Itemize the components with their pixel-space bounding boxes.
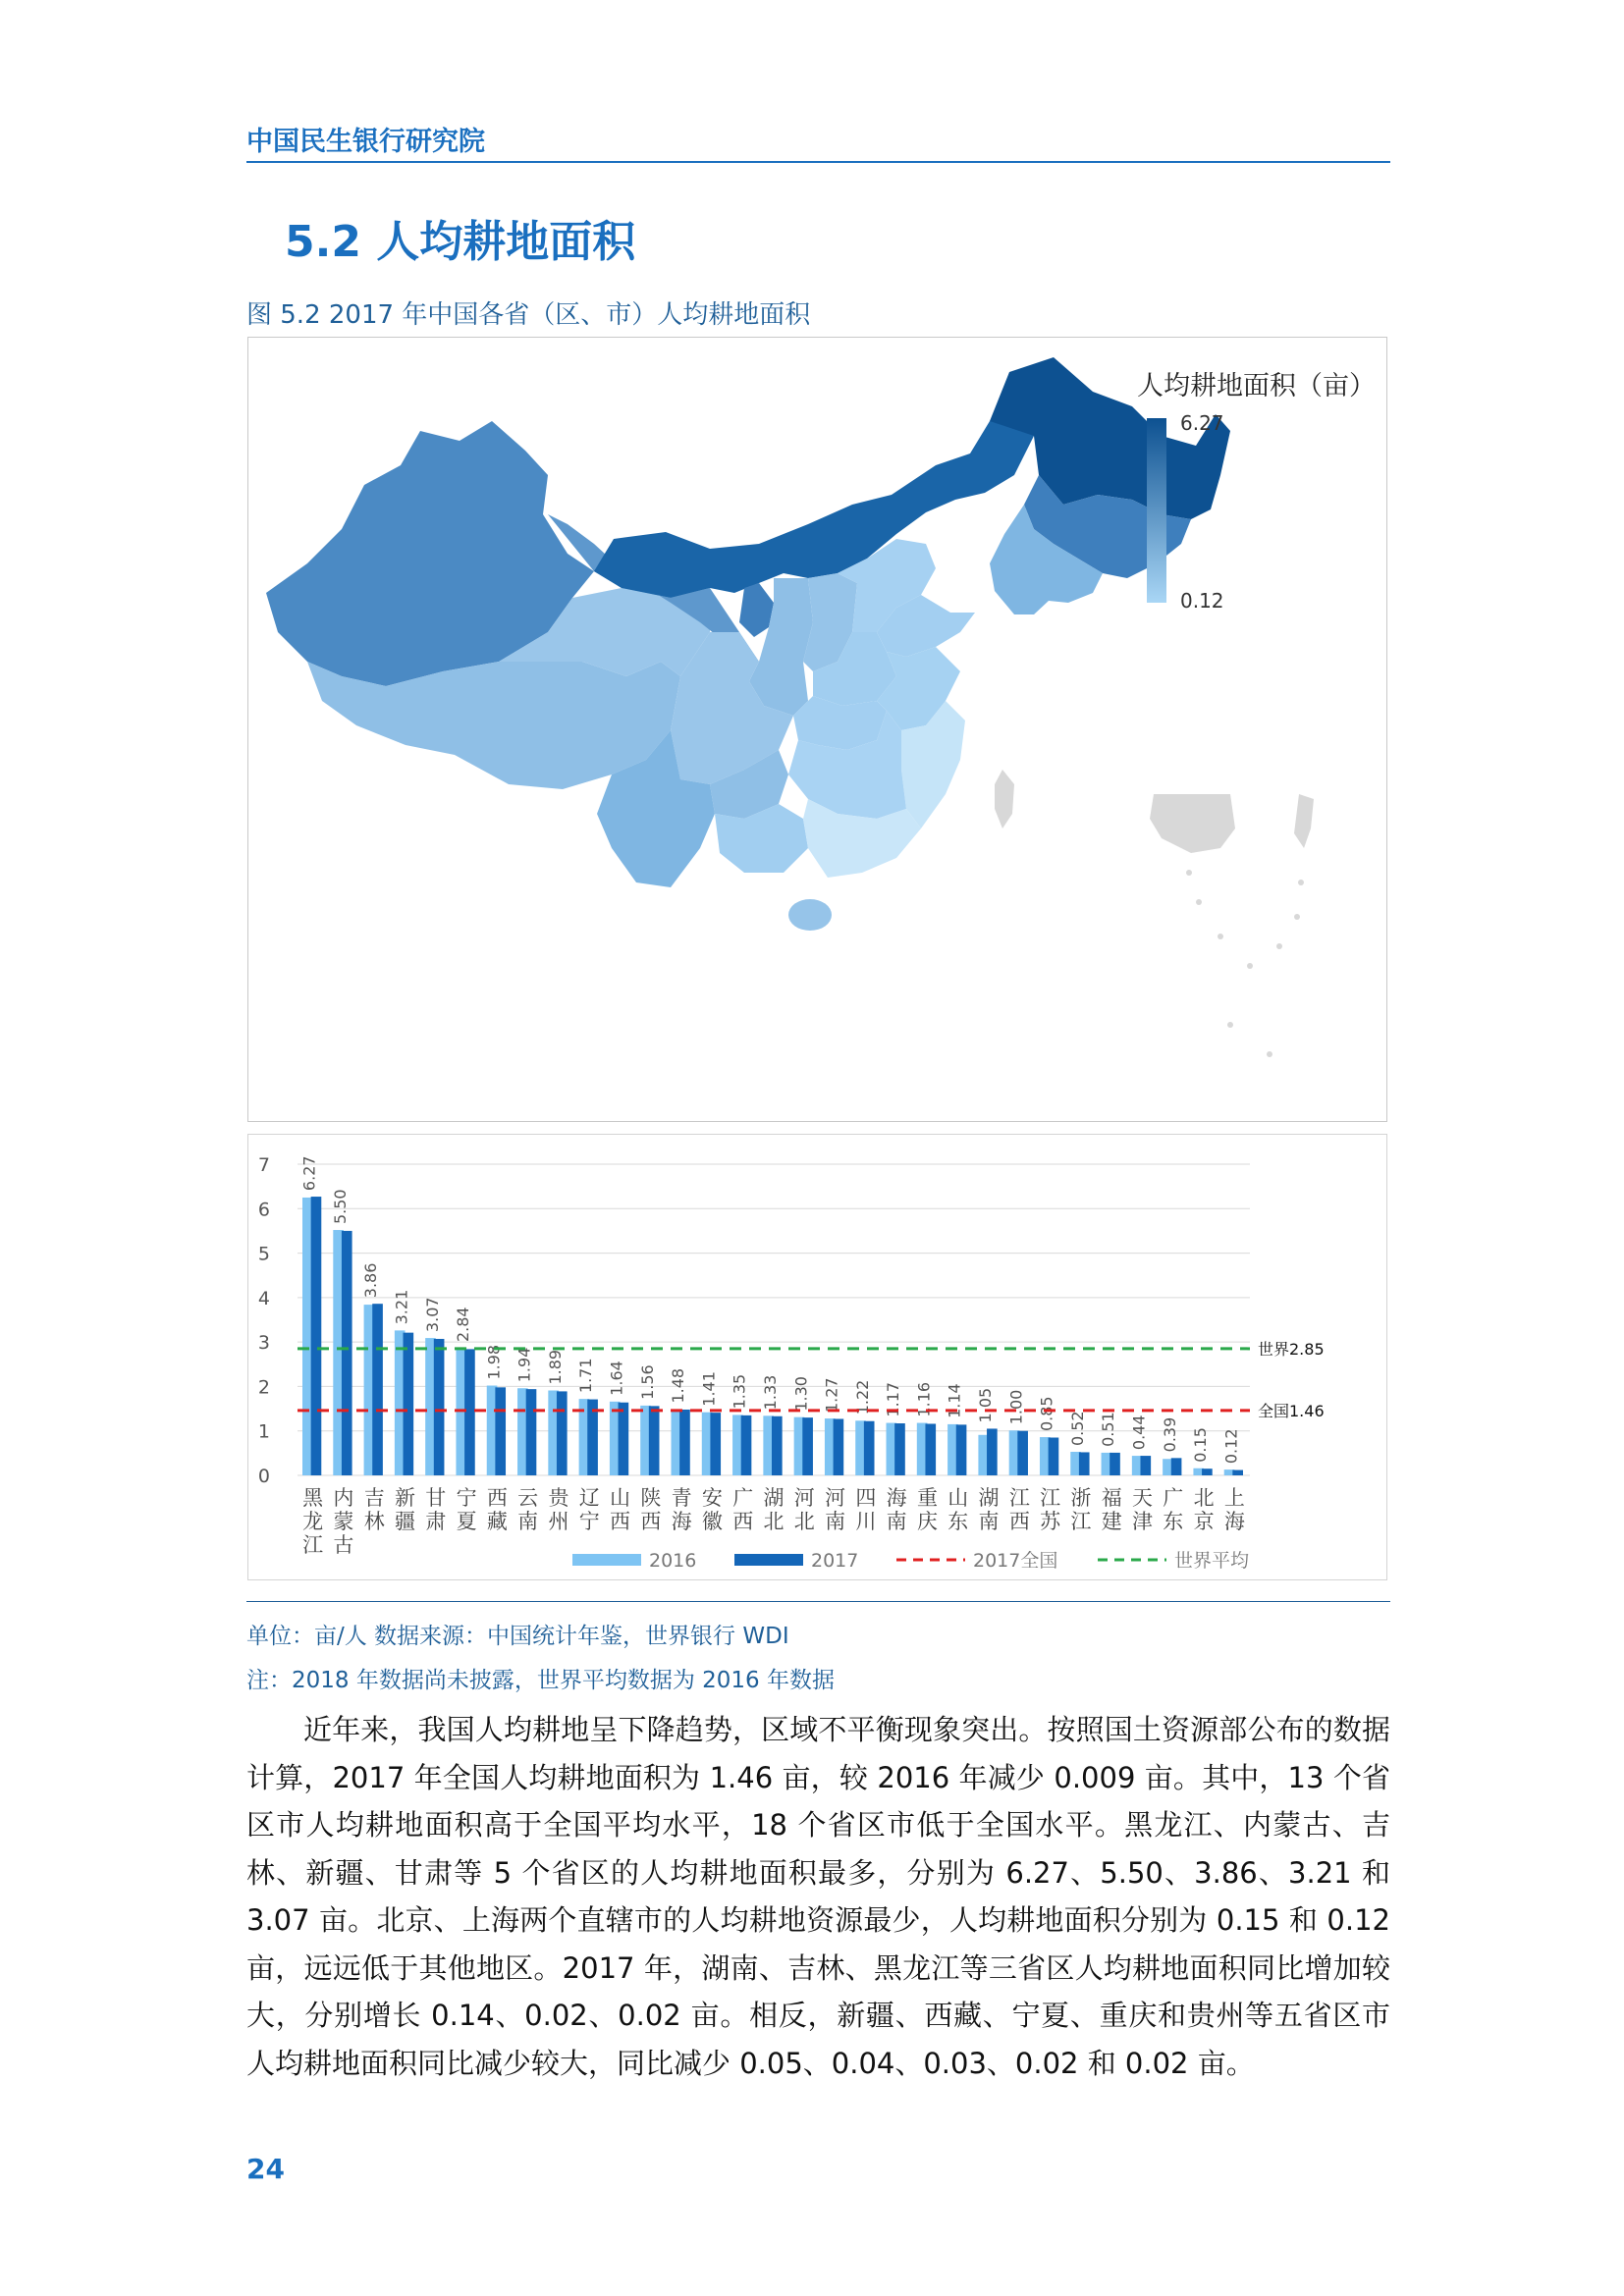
bar-2017 bbox=[464, 1349, 475, 1475]
source-note-line: 注：2018 年数据尚未披露，世界平均数据为 2016 年数据 bbox=[246, 1668, 835, 1693]
bar-data-label: 1.98 bbox=[484, 1344, 504, 1380]
bar-2017 bbox=[1140, 1456, 1151, 1475]
bar-data-label: 0.39 bbox=[1160, 1416, 1179, 1453]
bar-data-label: 3.07 bbox=[422, 1297, 442, 1333]
bar-2017 bbox=[1232, 1470, 1243, 1475]
category-label: 吉 bbox=[363, 1486, 385, 1510]
bar-2017 bbox=[1171, 1458, 1182, 1475]
map-legend-max: 6.27 bbox=[1180, 411, 1224, 435]
bar-data-label: 0.44 bbox=[1129, 1415, 1149, 1451]
category-label: 西 bbox=[610, 1510, 631, 1533]
category-label: 湖 bbox=[978, 1486, 1000, 1510]
category-label: 北 bbox=[793, 1510, 815, 1533]
bar-2017 bbox=[679, 1410, 690, 1475]
category-label: 江 bbox=[1070, 1510, 1092, 1533]
category-label: 南 bbox=[517, 1510, 539, 1533]
bar-data-label: 0.15 bbox=[1191, 1427, 1211, 1463]
bar-2017 bbox=[1110, 1453, 1120, 1475]
legend-label: 世界平均 bbox=[1174, 1550, 1250, 1572]
china-map-svg bbox=[248, 338, 1388, 1123]
category-label: 州 bbox=[548, 1510, 569, 1533]
bar-data-label: 1.27 bbox=[822, 1377, 841, 1414]
category-label: 内 bbox=[333, 1486, 354, 1510]
y-tick-label: 2 bbox=[257, 1376, 270, 1399]
category-label: 南 bbox=[825, 1510, 846, 1533]
y-tick-label: 6 bbox=[257, 1199, 270, 1221]
y-tick-label: 7 bbox=[257, 1154, 270, 1176]
bar-data-label: 1.14 bbox=[945, 1383, 964, 1418]
bar-2017 bbox=[434, 1339, 445, 1475]
y-tick-label: 4 bbox=[257, 1287, 270, 1309]
bar-data-label: 1.71 bbox=[576, 1358, 596, 1394]
bar-2017 bbox=[526, 1389, 537, 1475]
category-label: 山 bbox=[610, 1486, 631, 1510]
category-label: 龙 bbox=[302, 1510, 324, 1533]
category-label: 浙 bbox=[1070, 1486, 1092, 1510]
category-label: 北 bbox=[1193, 1486, 1215, 1510]
bar-2017 bbox=[864, 1421, 875, 1475]
bar-2017 bbox=[834, 1418, 844, 1475]
bar-2017 bbox=[342, 1231, 352, 1475]
legend-label: 2017 bbox=[811, 1550, 859, 1572]
category-label: 黑 bbox=[302, 1486, 324, 1510]
bar-2017 bbox=[649, 1406, 660, 1475]
china-map-figure bbox=[247, 337, 1387, 1122]
category-label: 南 bbox=[886, 1510, 907, 1533]
bar-data-label: 1.17 bbox=[884, 1381, 903, 1417]
category-label: 东 bbox=[947, 1510, 969, 1533]
category-label: 河 bbox=[793, 1486, 815, 1510]
bar-data-label: 5.50 bbox=[330, 1189, 350, 1225]
bar-2017 bbox=[987, 1428, 998, 1475]
category-label: 南 bbox=[978, 1510, 1000, 1533]
category-label: 甘 bbox=[425, 1486, 447, 1510]
category-label: 西 bbox=[732, 1510, 754, 1533]
bar-2017 bbox=[741, 1415, 752, 1475]
bar-data-label: 1.30 bbox=[791, 1376, 811, 1412]
report-header-org: 中国民生银行研究院 bbox=[246, 127, 485, 157]
category-label: 江 bbox=[302, 1533, 324, 1557]
bar-2017 bbox=[311, 1197, 322, 1475]
bar-2017 bbox=[710, 1413, 721, 1475]
category-label: 西 bbox=[486, 1486, 508, 1510]
category-label: 宁 bbox=[578, 1510, 600, 1533]
map-inset-island bbox=[1294, 794, 1314, 848]
header-divider bbox=[246, 161, 1390, 163]
category-label: 北 bbox=[763, 1510, 785, 1533]
map-region-inner-mongolia bbox=[594, 377, 1039, 598]
source-unit-line: 单位：亩/人 数据来源：中国统计年鉴，世界银行 WDI bbox=[246, 1624, 789, 1649]
map-region-hainan bbox=[788, 899, 832, 931]
bar-data-label: 1.16 bbox=[914, 1381, 934, 1417]
category-label: 陕 bbox=[640, 1486, 662, 1510]
map-south-sea-inset bbox=[1150, 794, 1235, 853]
bar-data-label: 3.86 bbox=[361, 1262, 381, 1299]
bar-data-label: 1.94 bbox=[514, 1347, 534, 1383]
category-label: 古 bbox=[333, 1533, 354, 1557]
section-title: 5.2 人均耕地面积 bbox=[285, 217, 636, 267]
category-label: 蒙 bbox=[333, 1510, 354, 1533]
category-label: 江 bbox=[1008, 1486, 1030, 1510]
bar-data-label: 1.05 bbox=[976, 1387, 996, 1423]
bar-2017 bbox=[772, 1416, 783, 1475]
reference-line-label: 全国1.46 bbox=[1258, 1401, 1325, 1420]
bar-data-label: 1.22 bbox=[852, 1379, 872, 1415]
figure-caption: 图 5.2 2017 年中国各省（区、市）人均耕地面积 bbox=[246, 300, 811, 330]
legend-label: 2017全国 bbox=[973, 1550, 1058, 1572]
category-label: 东 bbox=[1163, 1510, 1184, 1533]
legend-swatch bbox=[734, 1554, 803, 1566]
category-label: 重 bbox=[916, 1486, 938, 1510]
bar-data-label: 2.84 bbox=[454, 1307, 473, 1343]
reference-line-label: 世界2.85 bbox=[1258, 1339, 1325, 1359]
category-label: 新 bbox=[395, 1486, 416, 1510]
bar-data-label: 0.85 bbox=[1037, 1396, 1056, 1432]
category-label: 辽 bbox=[578, 1486, 600, 1510]
category-label: 河 bbox=[825, 1486, 846, 1510]
bar-2017 bbox=[1079, 1452, 1090, 1475]
bar-data-label: 3.21 bbox=[392, 1289, 411, 1325]
category-label: 川 bbox=[855, 1510, 877, 1533]
category-label: 徽 bbox=[701, 1510, 723, 1533]
bar-2017 bbox=[372, 1304, 383, 1475]
category-label: 建 bbox=[1101, 1510, 1122, 1533]
category-label: 西 bbox=[1008, 1510, 1030, 1533]
category-label: 夏 bbox=[456, 1510, 477, 1533]
category-label: 藏 bbox=[486, 1510, 508, 1533]
category-label: 天 bbox=[1131, 1486, 1153, 1510]
bar-2017 bbox=[956, 1424, 967, 1475]
category-label: 安 bbox=[701, 1486, 723, 1510]
body-paragraph: 近年来，我国人均耕地呈下降趋势，区域不平衡现象突出。按照国土资源部公布的数据计算，2017 年全国人均耕地面积为 1.46 亩，较 2016 年减少 0.009 亩。其中，13 个省区市人均耕地面积高于全国平均水平，18 个省区市低于全国水平。黑龙江、内蒙古、吉林、新疆、甘肃等 5 个省区的人均耕地面积最多，分别为 6.27、5.50、3.86、3.21 和 3.07 亩。北京、上海两个直辖市的人均耕地资源最少，人均耕地面积分别为 0.15 和 0.12 亩，远远低于其他地区。2017 年，湖南、吉林、黑龙江等三省区人均耕地面积同比增加较大，分别增长 0.14、0.02、0.02 亩。相反，新疆、西藏、宁夏、重庆和贵州等五省区市人均耕地面积同比减少较大，同比减少 0.05、0.04、0.03、0.02 和 0.02 亩。 bbox=[246, 1713, 1390, 2080]
category-label: 湖 bbox=[763, 1486, 785, 1510]
bar-data-label: 1.64 bbox=[607, 1361, 626, 1396]
category-label: 苏 bbox=[1040, 1510, 1061, 1533]
legend-label: 2016 bbox=[649, 1550, 697, 1572]
bar-2017 bbox=[557, 1391, 568, 1475]
bar-2017 bbox=[802, 1417, 813, 1475]
category-label: 贵 bbox=[548, 1486, 569, 1510]
category-label: 海 bbox=[671, 1510, 692, 1533]
y-tick-label: 3 bbox=[257, 1332, 270, 1355]
bar-data-label: 6.27 bbox=[299, 1155, 319, 1192]
category-label: 京 bbox=[1193, 1510, 1215, 1533]
source-divider bbox=[246, 1601, 1390, 1602]
category-label: 青 bbox=[671, 1486, 692, 1510]
category-label: 西 bbox=[640, 1510, 662, 1533]
bar-data-label: 0.12 bbox=[1221, 1428, 1241, 1465]
category-label: 广 bbox=[1163, 1486, 1184, 1510]
map-region-taiwan bbox=[995, 770, 1014, 828]
category-label: 肃 bbox=[425, 1510, 447, 1533]
category-label: 广 bbox=[732, 1486, 754, 1510]
bar-data-label: 1.41 bbox=[699, 1371, 719, 1407]
category-label: 云 bbox=[517, 1486, 539, 1510]
category-label: 山 bbox=[947, 1486, 969, 1510]
category-label: 海 bbox=[886, 1486, 907, 1510]
category-label: 津 bbox=[1131, 1510, 1153, 1533]
map-legend-title: 人均耕地面积（亩） bbox=[1137, 371, 1376, 401]
bar-2017 bbox=[894, 1423, 905, 1475]
bar-chart-frame bbox=[247, 1134, 1387, 1580]
bar-2017 bbox=[619, 1403, 629, 1475]
category-label: 宁 bbox=[456, 1486, 477, 1510]
category-label: 福 bbox=[1101, 1486, 1122, 1510]
y-tick-label: 5 bbox=[257, 1243, 270, 1265]
category-label: 庆 bbox=[916, 1510, 938, 1533]
bar-data-label: 1.56 bbox=[637, 1364, 657, 1400]
category-label: 海 bbox=[1223, 1510, 1245, 1533]
bar-data-label: 1.48 bbox=[669, 1367, 688, 1404]
category-label: 江 bbox=[1040, 1486, 1061, 1510]
bar-data-label: 0.51 bbox=[1099, 1412, 1118, 1447]
bar-data-label: 0.52 bbox=[1067, 1411, 1087, 1446]
bar-2017 bbox=[925, 1423, 936, 1475]
category-label: 四 bbox=[855, 1486, 877, 1510]
map-inset-islands-dots bbox=[1186, 870, 1304, 1057]
bar-2017 bbox=[495, 1387, 506, 1475]
map-legend-min: 0.12 bbox=[1180, 589, 1224, 613]
map-legend-gradient bbox=[1147, 418, 1166, 603]
category-label: 林 bbox=[363, 1510, 385, 1533]
legend-swatch bbox=[572, 1554, 641, 1566]
category-label: 上 bbox=[1223, 1486, 1245, 1510]
bar-data-label: 1.35 bbox=[730, 1373, 749, 1410]
bar-2017 bbox=[1202, 1468, 1213, 1475]
category-label: 疆 bbox=[395, 1510, 416, 1533]
bar-2017 bbox=[404, 1333, 414, 1475]
bar-data-label: 1.00 bbox=[1006, 1389, 1026, 1425]
bar-data-label: 1.33 bbox=[761, 1374, 780, 1411]
y-tick-label: 0 bbox=[257, 1466, 270, 1487]
bar-chart-svg bbox=[248, 1135, 1388, 1581]
bar-2017 bbox=[1049, 1438, 1059, 1475]
y-tick-label: 1 bbox=[257, 1420, 270, 1443]
bar-2017 bbox=[1017, 1431, 1028, 1475]
bar-data-label: 1.89 bbox=[545, 1349, 565, 1385]
page-number: 24 bbox=[246, 2153, 285, 2185]
